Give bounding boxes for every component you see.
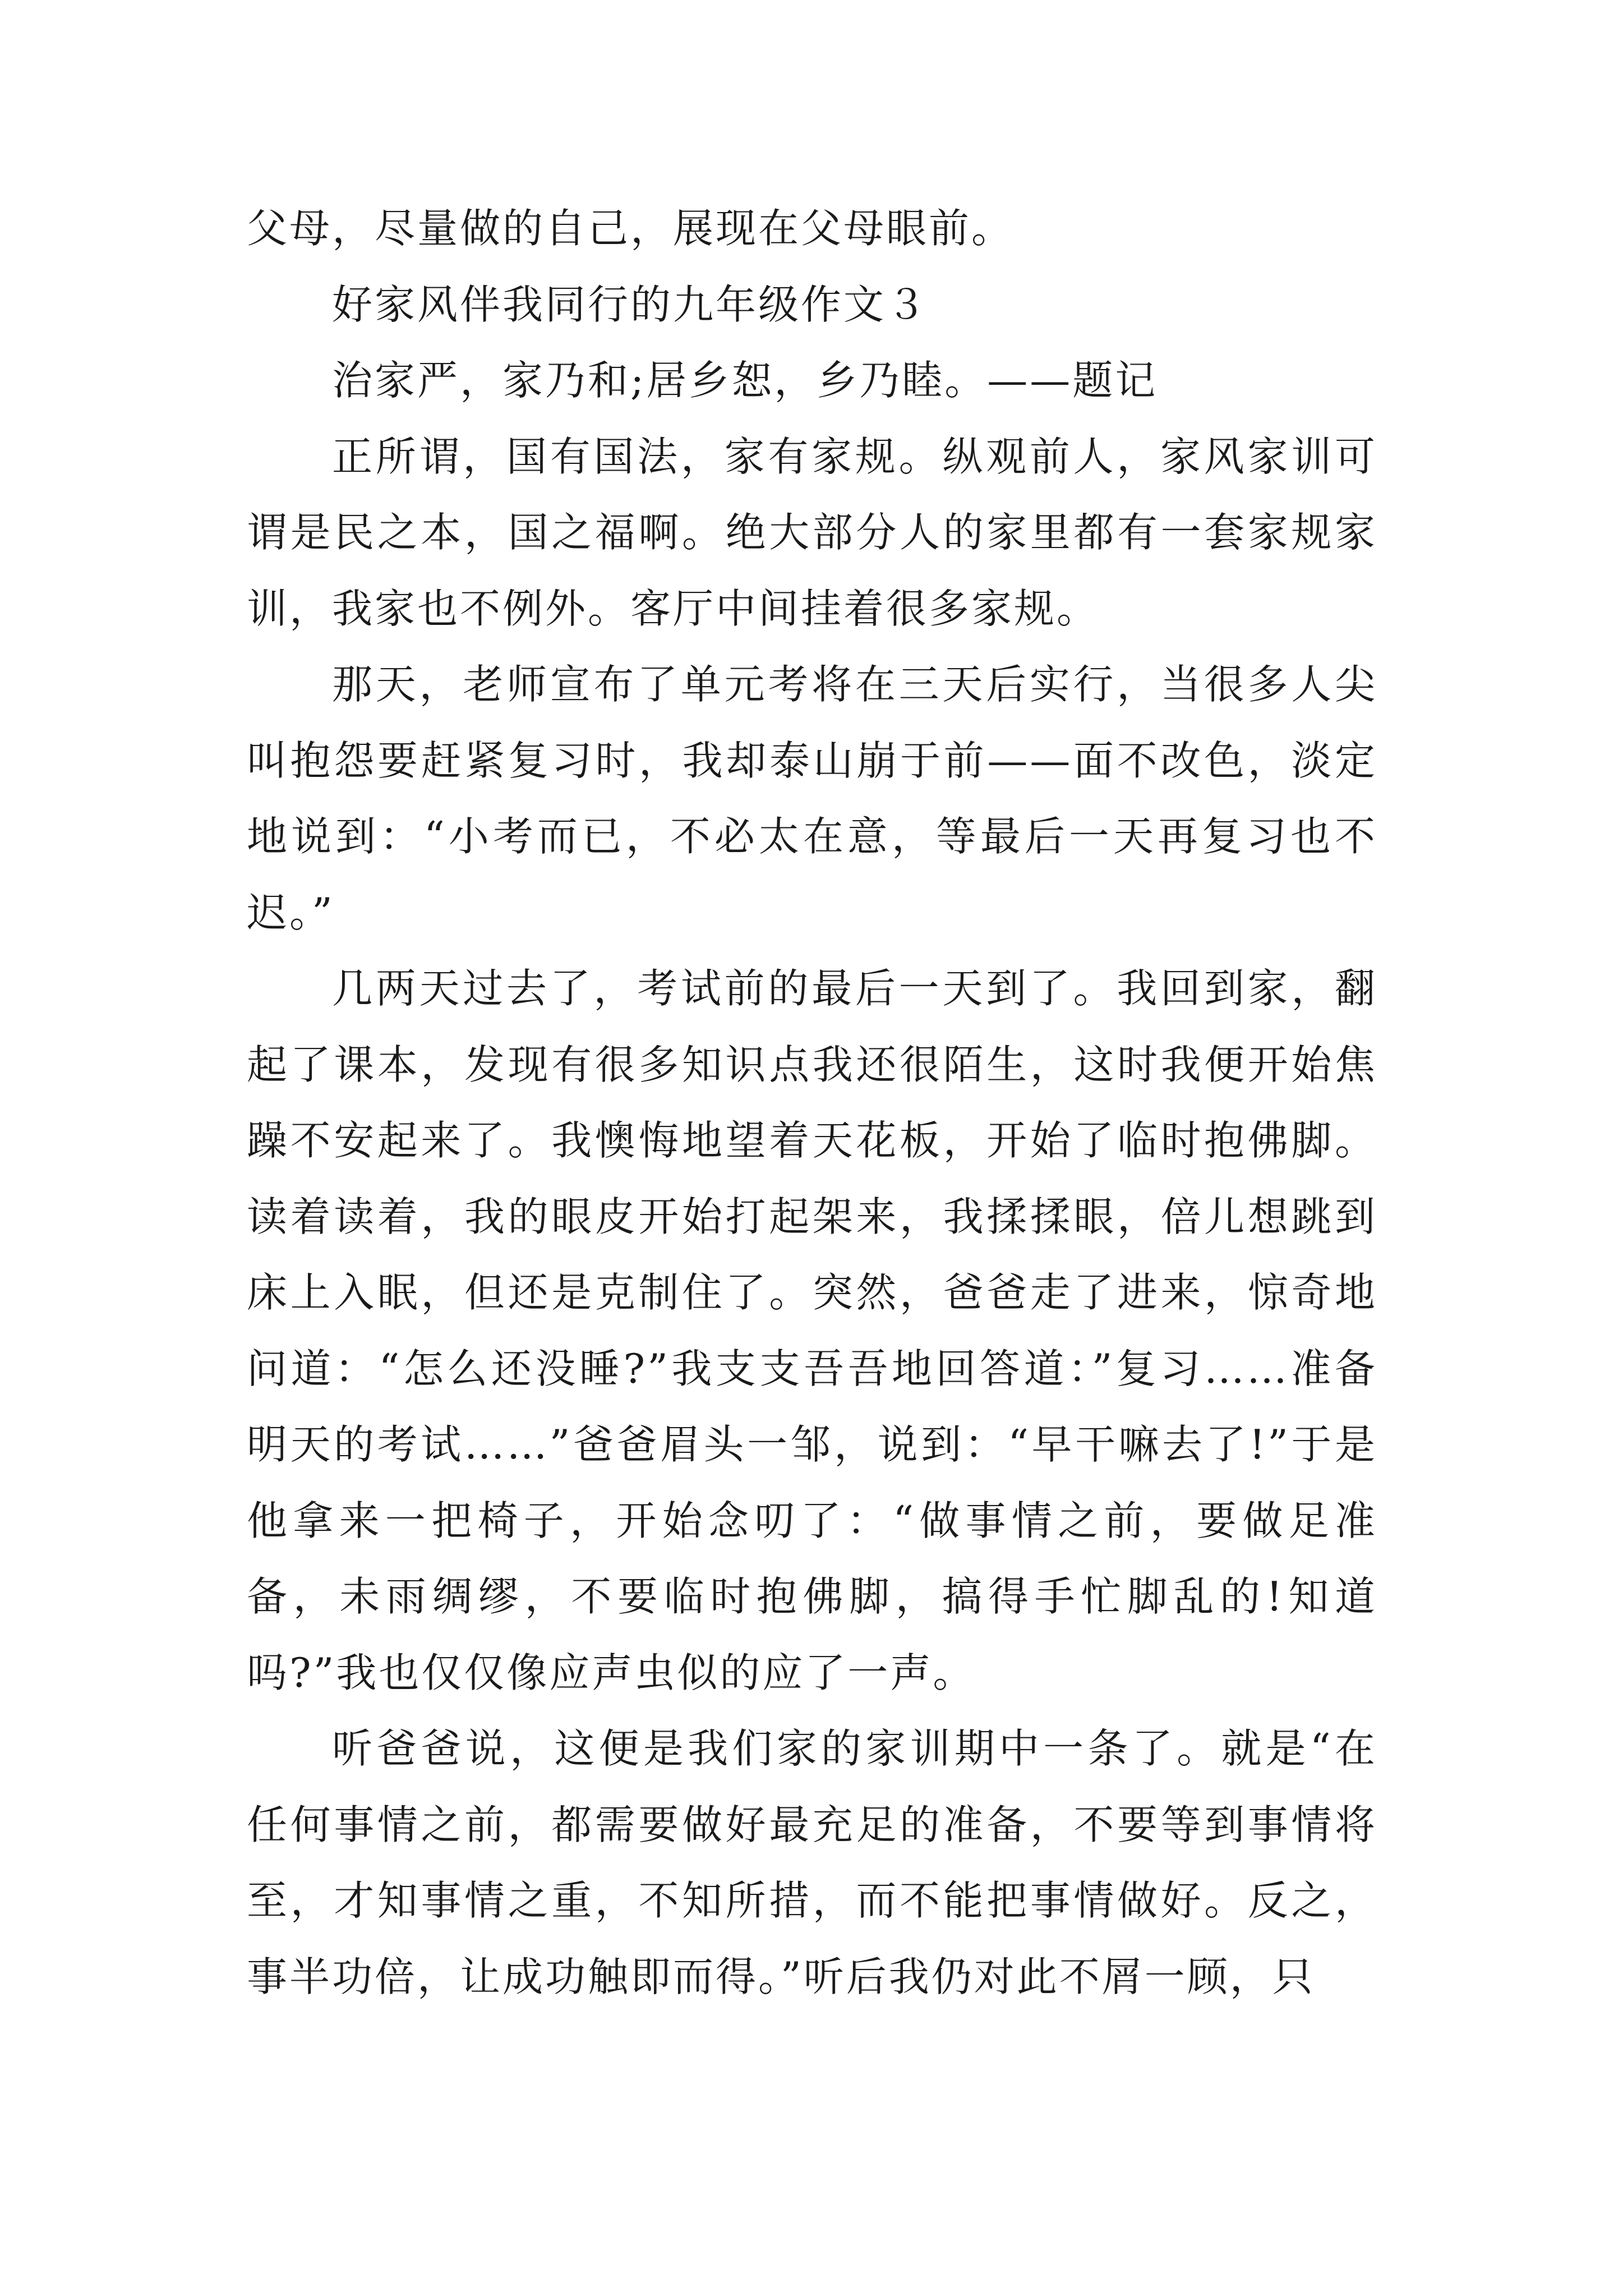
document-body <box>247 191 1377 2015</box>
paragraph-continued: 父母，尽量做的自己，展现在父母眼前。 <box>247 205 1015 252</box>
epigraph: 治家严，家乃和;居乡恕，乡乃睦。——题记 <box>332 357 1158 404</box>
paragraph: 听爸爸说，这便是我们家的家训期中一条了。就是“在任何事情之前，都需要做好最充足的准备，不要等到事情将至，才知事情之重，不知所措，而不能把事情做好。反之，事半功倍，让成功触即而得。”听后我仍对此不屑一顾，只 <box>247 1725 1377 2000</box>
paragraph: 那天，老师宣布了单元考将在三天后实行，当很多人尖叫抱怨要赶紧复习时，我却泰山崩于前——面不改色，淡定地说到：“小考而已，不必太在意，等最后一天再复习也不迟。” <box>247 661 1377 936</box>
essay-title: 好家风伴我同行的九年级作文３ <box>332 280 929 328</box>
paragraph: 正所谓，国有国法，家有家规。纵观前人，家风家训可谓是民之本，国之福啊。绝大部分人的家里都有一套家规家训，我家也不例外。客厅中间挂着很多家规。 <box>247 432 1377 632</box>
paragraph: 几两天过去了，考试前的最后一天到了。我回到家，翻起了课本，发现有很多知识点我还很陌生，这时我便开始焦躁不安起来了。我懊悔地望着天花板，开始了临时抱佛脚。读着读着，我的眼皮开始打起架来，我揉揉眼，倍儿想跳到床上入眠，但还是克制住了。突然，爸爸走了进来，惊奇地问道：“怎么还没睡?”我支支吾吾地回答道：”复习……准备明天的考试……”爸爸眉头一邹，说到：“早干嘛去了!”于是他拿来一把椅子，开始念叨了：“做事情之前，要做足准备，未雨绸缪，不要临时抱佛脚，搞得手忙脚乱的!知道吗?”我也仅仅像应声虫似的应了一声。 <box>247 965 1377 1696</box>
